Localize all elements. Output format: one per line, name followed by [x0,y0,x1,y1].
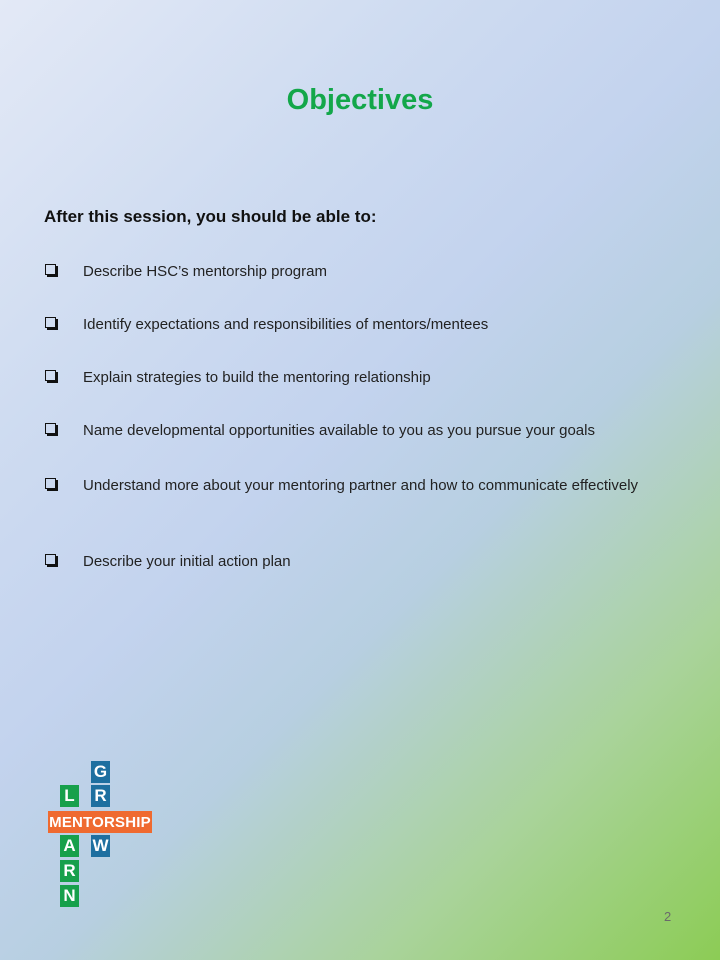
lead-text: After this session, you should be able to: [44,207,377,226]
logo-learn-letter: L [60,785,79,807]
objective-text: Understand more about your mentoring partner and how to communicate effectively [83,477,639,494]
slide-title: Objectives [286,84,434,116]
logo-learn-letter: N [60,885,79,907]
checkbox-bullet-icon [45,554,56,565]
checkbox-bullet-icon [45,423,56,434]
objective-text: Name developmental opportunities available to you as you pursue your goals [83,422,595,439]
logo-grow-letter: R [91,785,110,807]
checkbox-bullet-icon [45,264,56,275]
page-number: 2 [664,909,672,924]
objective-text: Describe HSC’s mentorship program [83,263,327,280]
objective-text: Describe your initial action plan [83,553,291,570]
logo-learn-letter: R [60,860,79,882]
checkbox-bullet-icon [45,370,56,381]
checkbox-bullet-icon [45,317,56,328]
checkbox-bullet-icon [45,478,56,489]
logo-grow-letter: G [91,761,110,783]
objective-text: Identify expectations and responsibilities of mentors/mentees [83,316,489,333]
logo-learn-letter: A [60,835,79,857]
objective-text: Explain strategies to build the mentoring relationship [83,369,431,386]
logo-mentorship-bar: MENTORSHIP [48,811,152,833]
logo-grow-letter: W [92,836,109,855]
